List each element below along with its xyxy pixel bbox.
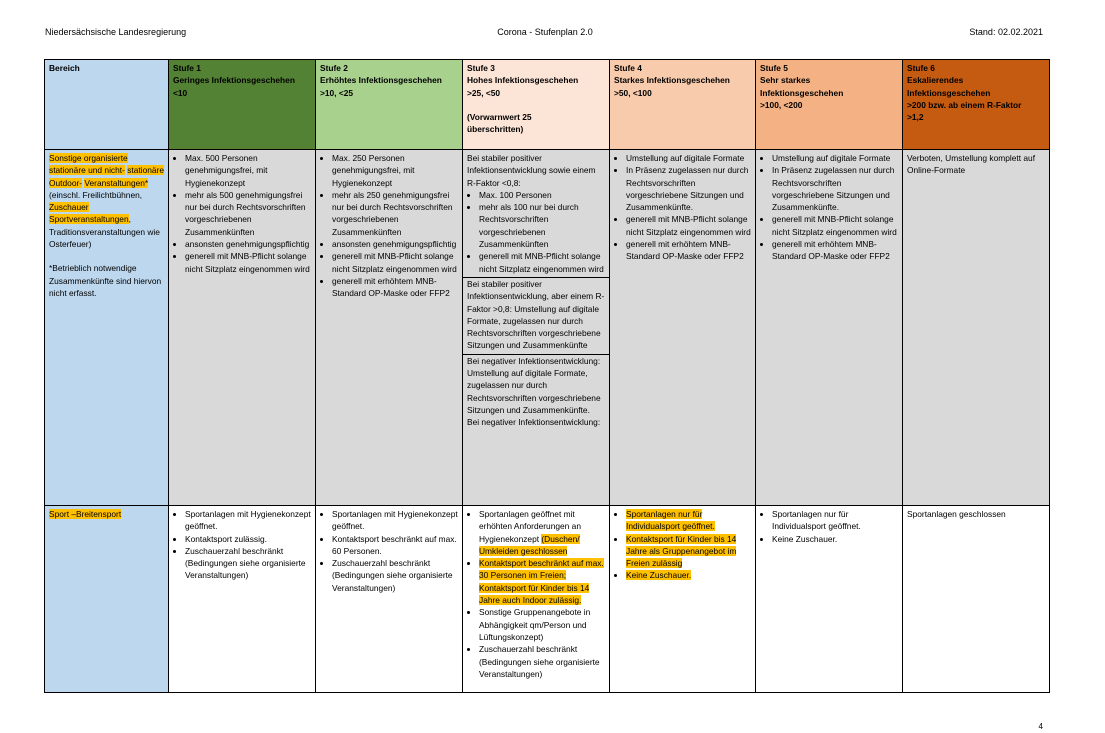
list-item: • Kontaktsport beschränkt auf max. 60 Personen. [332,533,458,558]
list-item: • Sportanlagen mit Hygienekonzept geöffnet. [332,508,458,533]
list-item: • Keine Zuschauer. [626,569,751,581]
list-item: • Sportanlagen mit Hygienekonzept geöffnet. [185,508,311,533]
header-left: Niedersächsische Landesregierung [45,27,187,37]
list-item: • Umstellung auf digitale Formate [772,152,898,164]
veranstaltungen-stufe-6: Verboten, Umstellung komplett auf Online-Formate [903,150,1050,506]
stufenplan-table [44,59,1050,693]
list-item: • mehr als 100 nur bei durch Rechtsvorschriften vorgeschriebenen Zusammenkünften [479,201,605,250]
veranstaltungen-stufe-3 [463,150,610,506]
list-item: • generell mit MNB-Pflicht solange nicht Sitzplatz eingenommen wird [772,213,898,238]
list-item: • Max. 250 Personen genehmigungsfrei, mit Hygienekonzept [332,152,458,189]
header-stufe-5: Stufe 5 Sehr starkes Infektionsgeschehen >100, <200 [756,60,903,150]
sport-stufe-1 [169,506,316,693]
list-item: • generell mit MNB-Pflicht solange nicht Sitzplatz eingenommen wird [626,213,751,238]
list-item: • generell mit MNB-Pflicht solange nicht Sitzplatz eingenommen wird [185,250,311,275]
veranstaltungen-stufe-2 [316,150,463,506]
list-item: • Umstellung auf digitale Formate [626,152,751,164]
page-number: 4 [1038,722,1043,731]
stufe-3-section-a: Bei stabiler positiver Infektionsentwicklung sowie einem R-Faktor <0,8: • Max. 100 Personen • mehr als 100 nur bei durch Rechtsvorschriften vorgeschriebenen Zusammenkünften • generell mit MNB-Pflicht solange nicht Sitzplatz eingenommen wird [463,152,609,278]
row-sport [45,506,1050,693]
list-item: • Zuschauerzahl beschränkt (Bedingungen siehe organisierte Veranstaltungen) [332,557,458,594]
header-stufe-1: Stufe 1 Geringes Infektionsgeschehen <10 [169,60,316,150]
list-item: • Kontaktsport beschränkt auf max. 30 Personen im Freien; Kontaktsport für Kinder bis 14 Jahre auch Indoor zulässig. [479,557,605,606]
veranstaltungen-stufe-5 [756,150,903,506]
sport-stufe-3 [463,506,610,693]
sport-stufe-5 [756,506,903,693]
stufe-3-section-c: Bei negativer Infektionsentwicklung: Umstellung auf digitale Formate, zugelassen nur durch Rechtsvorschriften vorgeschriebene Sitzungen und Zusammenkünfte. Bei negativer Infektionsentwicklung: [467,355,601,428]
list-item: • generell mit erhöhtem MNB-Standard OP-Maske oder FFP2 [626,238,751,263]
header-title: Corona - Stufenplan 2.0 [497,27,593,37]
header-stufe-2: Stufe 2 Erhöhtes Infektionsgeschehen >10, <25 [316,60,463,150]
list-item: • Sportanlagen nur für Individualsport geöffnet. [626,508,751,533]
list-item: • Max. 500 Personen genehmigungsfrei, mit Hygienekonzept [185,152,311,189]
list-item: • In Präsenz zugelassen nur durch Rechtsvorschriften vorgeschriebene Sitzungen und Zusammenkünfte. [626,164,751,213]
bereich-footnote: *Betrieblich notwendige Zusammenkünfte sind hiervon nicht erfasst. [49,263,162,298]
list-item: • generell mit erhöhtem MNB-Standard OP-Maske oder FFP2 [332,275,458,300]
header-stufe-3: Stufe 3 Hohes Infektionsgeschehen >25, <50 (Vorwarnwert 25 überschritten) [463,60,610,150]
list-item: • mehr als 500 genehmigungsfrei nur bei durch Rechtsvorschriften vorgeschriebenen Zusammenkünften [185,189,311,238]
header-bereich: Bereich [45,60,169,150]
list-item: • ansonsten genehmigungspflichtig [185,238,311,250]
list-item: • Sonstige Gruppenangebote in Abhängigkeit qm/Person und Lüftungskonzept) [479,606,605,643]
header-date: Stand: 02.02.2021 [969,27,1043,37]
list-item: • Zuschauerzahl beschränkt (Bedingungen siehe organisierte Veranstaltungen) [185,545,311,582]
list-item: • generell mit erhöhtem MNB-Standard OP-Maske oder FFP2 [772,238,898,263]
bereich-veranstaltungen-text: Sonstige organisierte stationäre und nicht- stationäre Outdoor- Veranstaltungen* (einschl. Freilichtbühnen, Zuschauer Sportveranstaltungen, Traditionsveranstaltungen wie Osterfeuer) [49,153,164,250]
bereich-veranstaltungen [45,150,169,506]
row-veranstaltungen [45,150,1050,506]
list-item: • mehr als 250 genehmigungsfrei nur bei durch Rechtsvorschriften vorgeschriebenen Zusammenkünften [332,189,458,238]
sport-stufe-6: Sportanlagen geschlossen [903,506,1050,693]
stufe-3-section-b: Bei stabiler positiver Infektionsentwicklung, aber einem R-Faktor >0,8: Umstellung auf digitale Formate, zugelassen nur durch Rechtsvorschriften vorgeschriebene Sitzungen und Zusammenkünfte [463,278,609,355]
header-row [45,60,1050,150]
list-item: • generell mit MNB-Pflicht solange nicht Sitzplatz eingenommen wird [479,250,605,275]
list-item: • Sportanlagen geöffnet mit erhöhten Anforderungen an Hygienekonzept (Duschen/ Umkleiden geschlossen [479,508,605,557]
list-item: • generell mit MNB-Pflicht solange nicht Sitzplatz eingenommen wird [332,250,458,275]
list-item: • Zuschauerzahl beschränkt (Bedingungen siehe organisierte Veranstaltungen) [479,643,605,680]
veranstaltungen-stufe-4 [610,150,756,506]
header-stufe-6: Stufe 6 Eskalierendes Infektionsgeschehen >200 bzw. ab einem R-Faktor >1,2 [903,60,1050,150]
header-stufe-4: Stufe 4 Starkes Infektionsgeschehen >50, <100 [610,60,756,150]
list-item: • In Präsenz zugelassen nur durch Rechtsvorschriften vorgeschriebene Sitzungen und Zusammenkünfte. [772,164,898,213]
list-item: • Keine Zuschauer. [772,533,898,545]
list-item: • Kontaktsport zulässig. [185,533,311,545]
bereich-sport: Sport –Breitensport [45,506,169,693]
veranstaltungen-stufe-1 [169,150,316,506]
list-item: • Sportanlagen nur für Individualsport geöffnet. [772,508,898,533]
sport-stufe-4 [610,506,756,693]
sport-stufe-2 [316,506,463,693]
list-item: • Kontaktsport für Kinder bis 14 Jahre als Gruppenangebot im Freien zulässig [626,533,751,570]
list-item: • ansonsten genehmigungspflichtig [332,238,458,250]
list-item: • Max. 100 Personen [479,189,605,201]
